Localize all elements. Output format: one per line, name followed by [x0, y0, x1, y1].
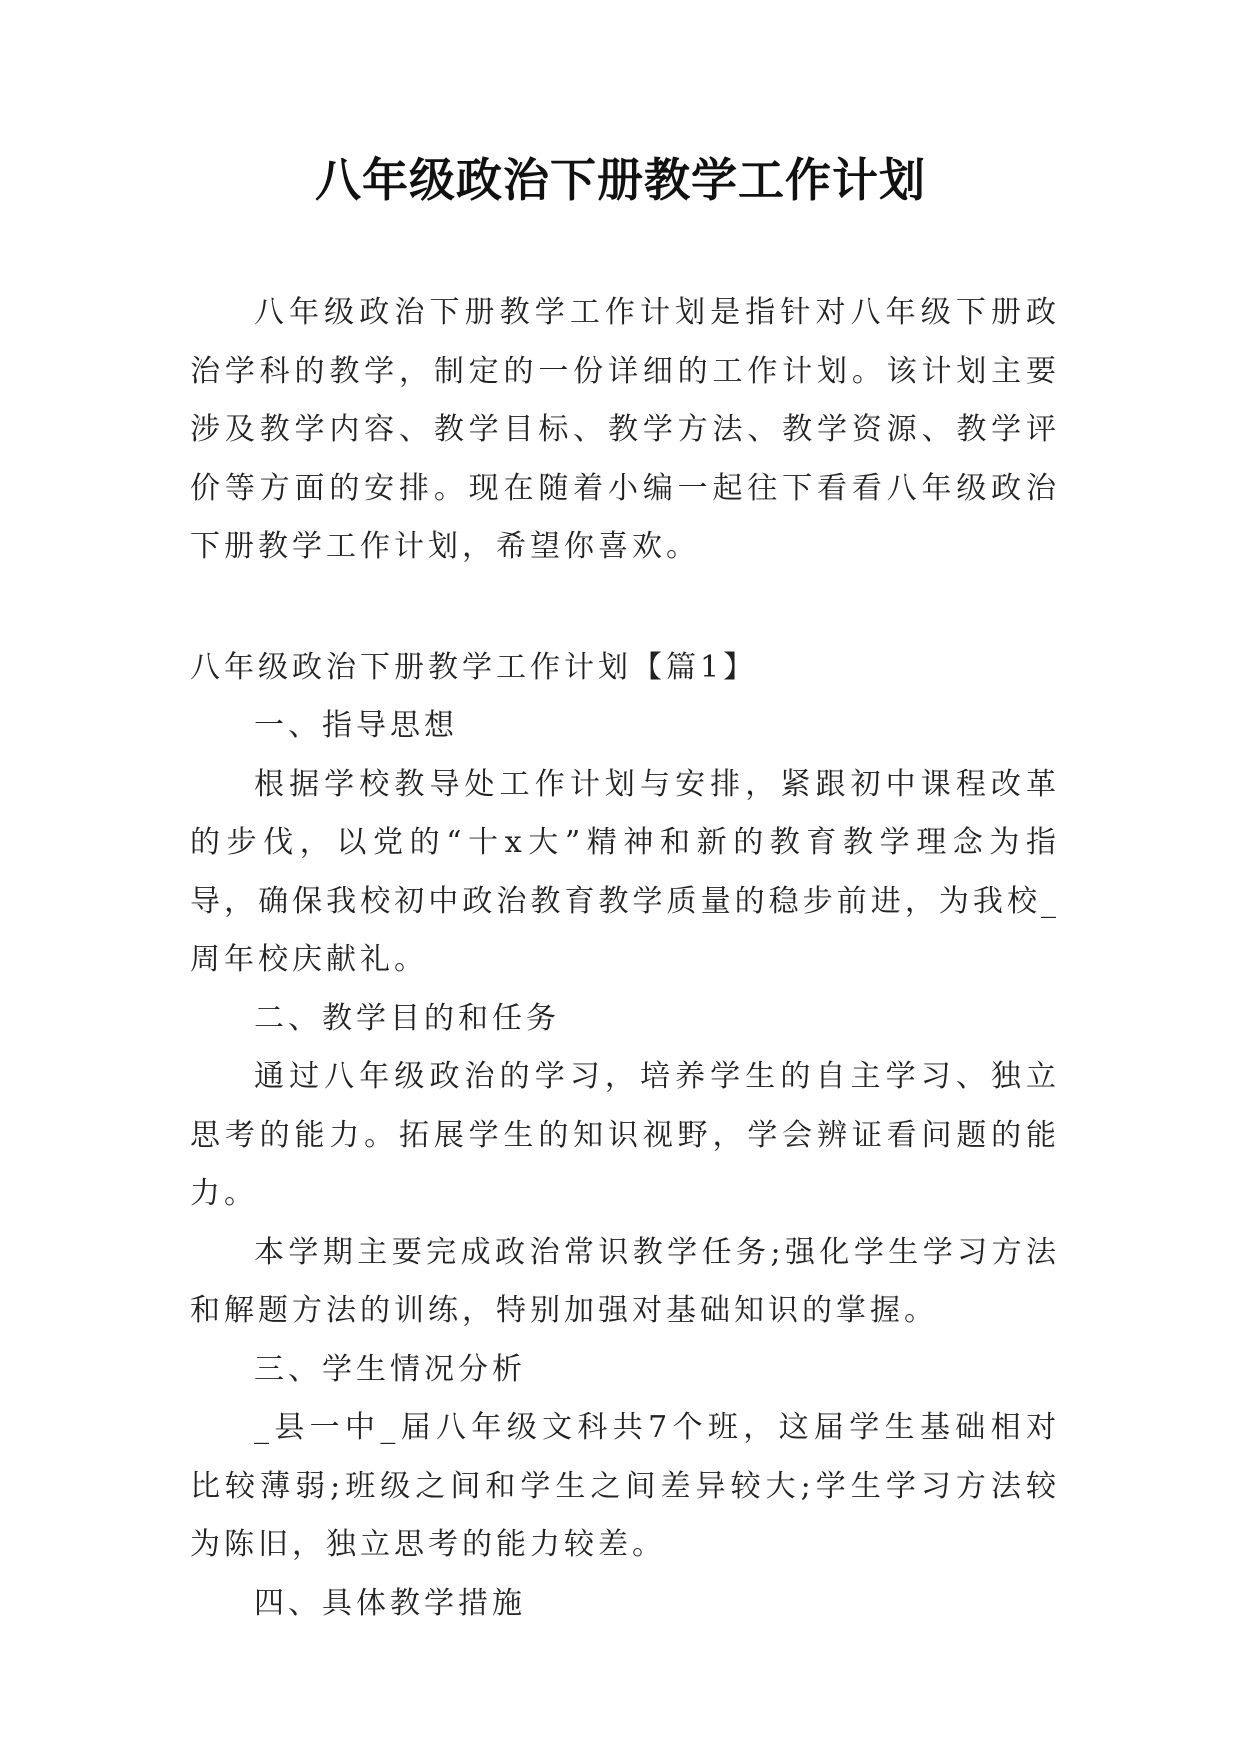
heading-teaching-measures: 四、具体教学措施: [254, 1585, 526, 1621]
heading-guiding-ideology: 一、指导思想: [254, 708, 458, 743]
intro-paragraph: 八年级政治下册教学工作计划是指针对八年级下册政治学科的教学，制定的一份详细的工作计划。该计划主要涉及教学内容、教学目标、教学方法、教学资源、教学评价等方面的安排。现在随着小编一起往下看看八年级政治下册教学工作计划，希望你喜欢。: [190, 295, 1060, 564]
document-title: 八年级政治下册教学工作计划: [315, 153, 926, 207]
paragraph-student-analysis: _县一中_届八年级文科共7个班，这届学生基础相对比较薄弱;班级之间和学生之间差异较大;学生学习方法较为陈旧，独立思考的能力较差。: [190, 1410, 1060, 1562]
section-title: 八年级政治下册教学工作计划【篇1】: [190, 649, 758, 685]
heading-student-analysis: 三、学生情况分析: [254, 1351, 526, 1387]
paragraph-guiding-ideology: 根据学校教导处工作计划与安排，紧跟初中课程改革的步伐，以党的“十x大”精神和新的教育教学理念为指导，确保我校初中政治教育教学质量的稳步前进，为我校_周年校庆献礼。: [190, 766, 1060, 977]
spacer: [190, 577, 1060, 639]
heading-teaching-goals: 二、教学目的和任务: [254, 1000, 560, 1036]
paragraph-teaching-goals: 通过八年级政治的学习，培养学生的自主学习、独立思考的能力。拓展学生的知识视野，学会辨证看问题的能力。: [190, 1059, 1060, 1211]
document-body: [190, 284, 1060, 1633]
paragraph-semester-tasks: 本学期主要完成政治常识教学任务;强化学生学习方法和解题方法的训练，特别加强对基础知识的掌握。: [190, 1234, 1060, 1328]
